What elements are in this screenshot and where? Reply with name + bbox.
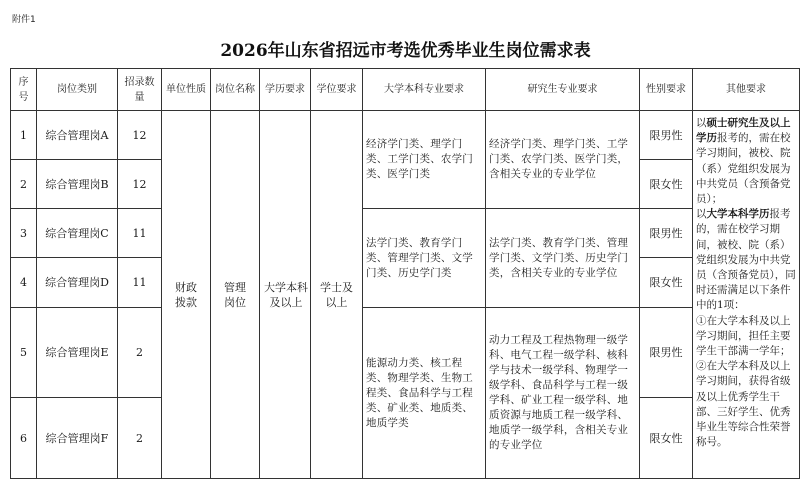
header-education: 学历要求: [260, 69, 311, 111]
row-gender: 限女性: [640, 398, 693, 479]
row-no: 2: [11, 160, 37, 209]
other-requirements: [693, 111, 800, 479]
header-undergrad-major: 大学本科专业要求: [363, 69, 486, 111]
row-gender: 限男性: [640, 209, 693, 258]
row-category: 综合管理岗B: [37, 160, 118, 209]
header-count: 招录数量: [118, 69, 162, 111]
row-count: 11: [118, 258, 162, 308]
other-item-2: ②在大学本科及以上学习期间，获得省级及以上优秀学生干部、三好学生、优秀毕业生等综合性荣誉称号。: [696, 360, 791, 449]
header-no: 序号: [11, 69, 37, 111]
other-p2-prefix: 以: [696, 208, 707, 221]
row-category: 综合管理岗C: [37, 209, 118, 258]
attachment-label: 附件1: [12, 15, 36, 25]
education: 大学本科及以上: [264, 280, 308, 309]
position-name-cell: [211, 111, 260, 479]
position-name: 管理岗位: [224, 280, 246, 309]
row-gender: 限女性: [640, 160, 693, 209]
header-degree: 学位要求: [311, 69, 363, 111]
header-category: 岗位类别: [37, 69, 118, 111]
row-gender: 限女性: [640, 258, 693, 308]
other-p2-text: 报考的，需在校学习期间，被校、院（系）党组织发展为中共党员（含预备党员），同时还需满足以下条件中的1项：: [696, 208, 796, 312]
education-cell: [260, 111, 311, 479]
graduate-major-group-3: 动力工程及工程热物理一级学科、电气工程一级学科、核科学与技术一级学科、物理学一级学科、食品科学与工程一级学科、矿业工程一级学科、地质资源与地质工程一级学科、地质学一级学科，含相关专业的专业学位: [486, 308, 640, 479]
page-title: 2026年山东省招远市考选优秀毕业生岗位需求表: [220, 41, 591, 61]
row-category: 综合管理岗F: [37, 398, 118, 479]
table-row: [11, 308, 800, 398]
header-unit-nature: 单位性质: [162, 69, 211, 111]
table-header-row: [11, 69, 800, 111]
unit-nature-cell: [162, 111, 211, 479]
row-gender: 限男性: [640, 111, 693, 160]
degree-cell: [311, 111, 363, 479]
row-no: 3: [11, 209, 37, 258]
row-category: 综合管理岗A: [37, 111, 118, 160]
row-no: 6: [11, 398, 37, 479]
row-category: 综合管理岗D: [37, 258, 118, 308]
row-count: 12: [118, 160, 162, 209]
row-no: 1: [11, 111, 37, 160]
header-other: 其他要求: [693, 69, 800, 111]
unit-nature: 财政拨款: [175, 280, 197, 309]
header-position-name: 岗位名称: [211, 69, 260, 111]
row-count: 2: [118, 398, 162, 479]
other-item-1: ①在大学本科及以上学习期间，担任主要学生干部满一学年；: [696, 314, 791, 358]
other-p1-bold: 硕士研究生及以上学历: [696, 117, 791, 145]
row-count: 2: [118, 308, 162, 398]
other-p1-prefix: 以: [696, 117, 707, 129]
row-gender: 限男性: [640, 308, 693, 398]
row-no: 5: [11, 308, 37, 398]
table-row: [11, 209, 800, 258]
row-category: 综合管理岗E: [37, 308, 118, 398]
header-gender: 性别要求: [640, 69, 693, 111]
other-p1-text: 报考的，需在校学习期间，被校、院（系）党组织发展为中共党员（含预备党员）；: [696, 132, 791, 206]
undergrad-major-group-2: 法学门类、教育学门类、管理学门类、文学门类、历史学门类: [363, 209, 486, 308]
row-count: 11: [118, 209, 162, 258]
degree: 学士及以上: [320, 280, 353, 309]
undergrad-major-group-3: 能源动力类、核工程类、物理学类、生物工程类、食品科学与工程类、矿业类、地质类、地质学类: [363, 308, 486, 479]
row-count: 12: [118, 111, 162, 160]
row-no: 4: [11, 258, 37, 308]
graduate-major-group-2: 法学门类、教育学门类、管理学门类、文学门类、历史学门类，含相关专业的专业学位: [486, 209, 640, 308]
table-row: [11, 111, 800, 160]
position-requirements-table: [10, 68, 800, 479]
header-graduate-major: 研究生专业要求: [486, 69, 640, 111]
other-p2-bold: 大学本科学历: [706, 208, 770, 221]
undergrad-major-group-1: 经济学门类、理学门类、工学门类、农学门类、医学门类: [363, 111, 486, 209]
graduate-major-group-1: 经济学门类、理学门类、工学门类、农学门类、医学门类，含相关专业的专业学位: [486, 111, 640, 209]
